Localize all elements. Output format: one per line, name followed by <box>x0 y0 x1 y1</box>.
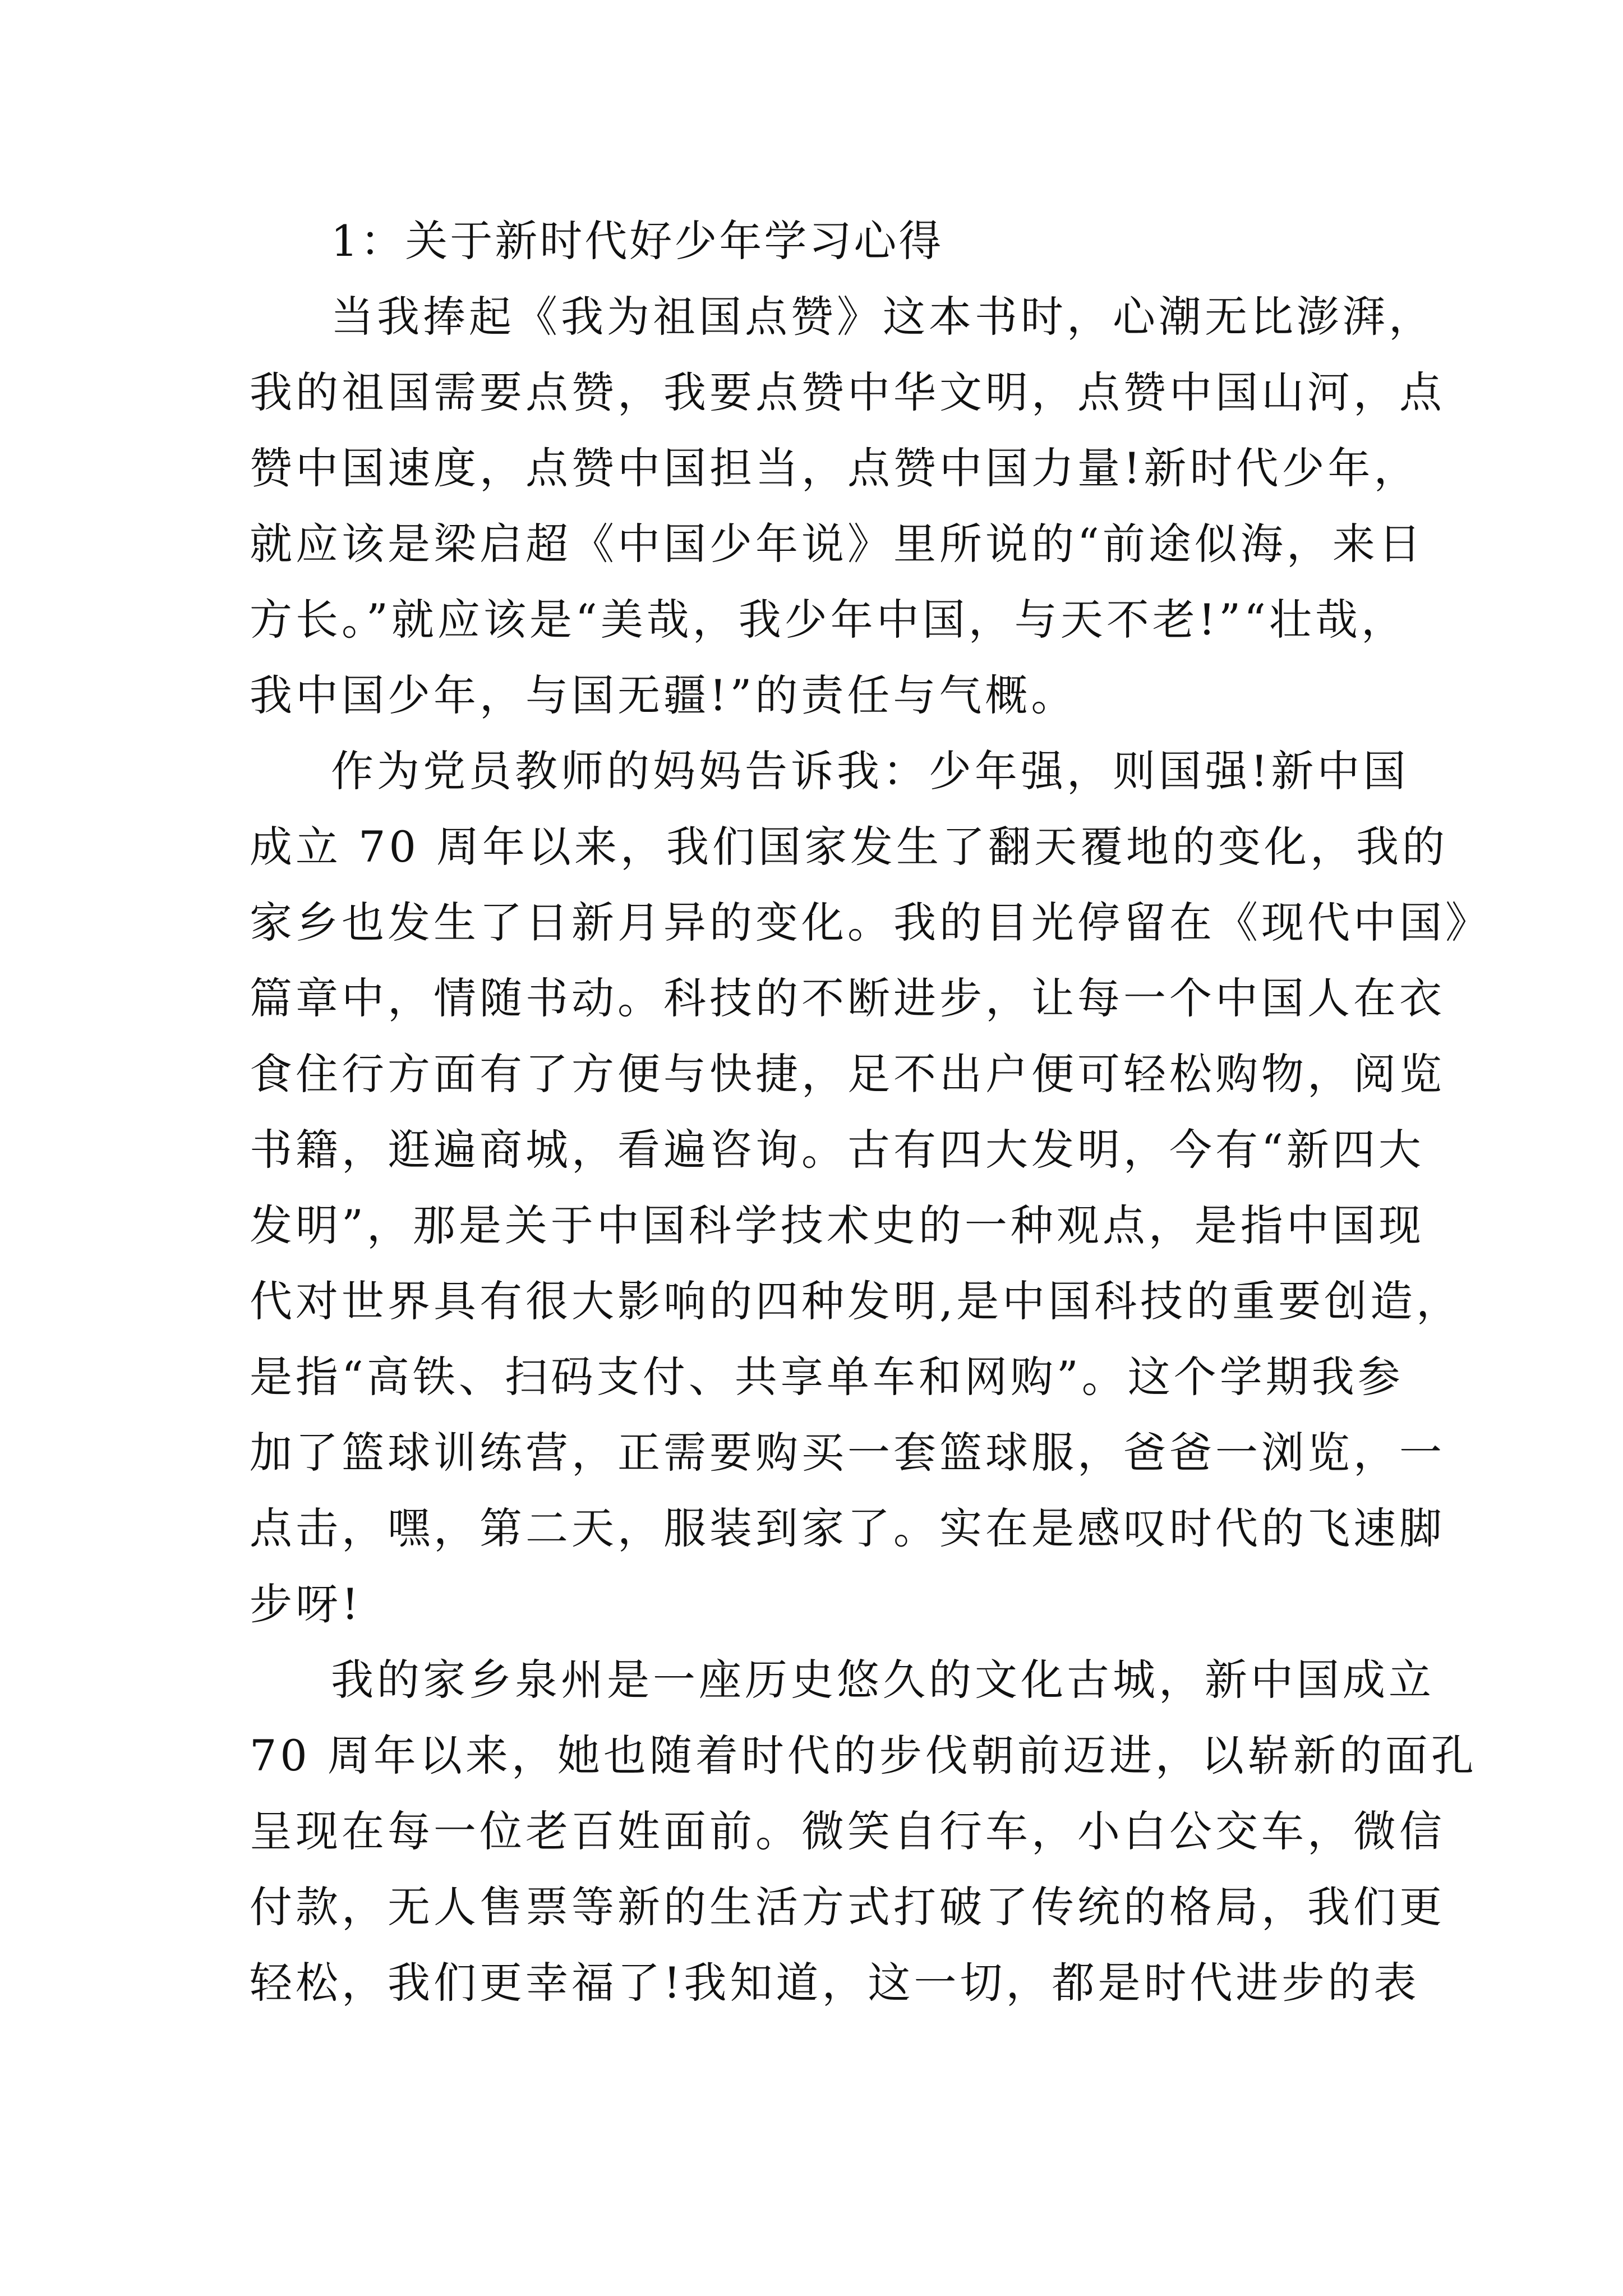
paragraph-3-line-2: 70 周年以来，她也随着时代的步伐朝前迈进，以崭新的面孔 <box>250 1731 1477 1780</box>
paragraph-2-line-6: 书籍，逛遍商城，看遍咨询。古有四大发明，今有“新四大 <box>250 1125 1424 1175</box>
paragraph-3-line-1: 我的家乡泉州是一座历史悠久的文化古城，新中国成立 <box>331 1655 1435 1705</box>
paragraph-1-line-4: 就应该是梁启超《中国少年说》里所说的“前途似海，来日 <box>250 519 1424 569</box>
paragraph-2-line-4: 篇章中，情随书动。科技的不断进步，让每一个中国人在衣 <box>250 973 1445 1023</box>
paragraph-1-line-1: 当我捧起《我为祖国点赞》这本书时，心潮无比澎湃， <box>331 292 1435 342</box>
paragraph-2-line-12: 步呀! <box>250 1579 362 1629</box>
document-title: 1：关于新时代好少年学习心得 <box>331 216 944 266</box>
paragraph-3-line-3: 呈现在每一位老百姓面前。微笑自行车，小白公交车，微信 <box>250 1806 1445 1856</box>
paragraph-2-line-3: 家乡也发生了日新月异的变化。我的目光停留在《现代中国》 <box>250 898 1491 947</box>
paragraph-2-line-2: 成立 70 周年以来，我们国家发生了翻天覆地的变化，我的 <box>250 822 1449 872</box>
paragraph-3-line-4: 付款，无人售票等新的生活方式打破了传统的格局，我们更 <box>250 1882 1445 1932</box>
paragraph-1-line-6: 我中国少年，与国无疆!”的责任与气概。 <box>250 670 1077 720</box>
paragraph-2-line-11: 点击，嘿，第二天，服装到家了。实在是感叹时代的飞速脚 <box>250 1503 1445 1553</box>
paragraph-2-line-8: 代对世界具有很大影响的四种发明,是中国科技的重要创造， <box>250 1276 1463 1326</box>
paragraph-1-line-5: 方长。”就应该是“美哉，我少年中国，与天不老!”“壮哉， <box>250 595 1407 645</box>
paragraph-2-line-5: 食住行方面有了方便与快捷，足不出户便可轻松购物，阅览 <box>250 1049 1445 1099</box>
paragraph-2-line-9: 是指“高铁、扫码支付、共享单车和网购”。这个学期我参 <box>250 1352 1404 1402</box>
paragraph-3-line-5: 轻松，我们更幸福了!我知道，这一切，都是时代进步的表 <box>250 1958 1420 2008</box>
paragraph-2-line-1: 作为党员教师的妈妈告诉我：少年强，则国强!新中国 <box>331 746 1409 796</box>
paragraph-2-line-7: 发明”，那是关于中国科学技术史的一种观点，是指中国现 <box>250 1200 1424 1250</box>
paragraph-1-line-2: 我的祖国需要点赞，我要点赞中华文明，点赞中国山河，点 <box>250 367 1445 417</box>
paragraph-1-line-3: 赞中国速度，点赞中国担当，点赞中国力量!新时代少年， <box>250 443 1420 493</box>
paragraph-2-line-10: 加了篮球训练营，正需要购买一套篮球服，爸爸一浏览，一 <box>250 1428 1445 1478</box>
